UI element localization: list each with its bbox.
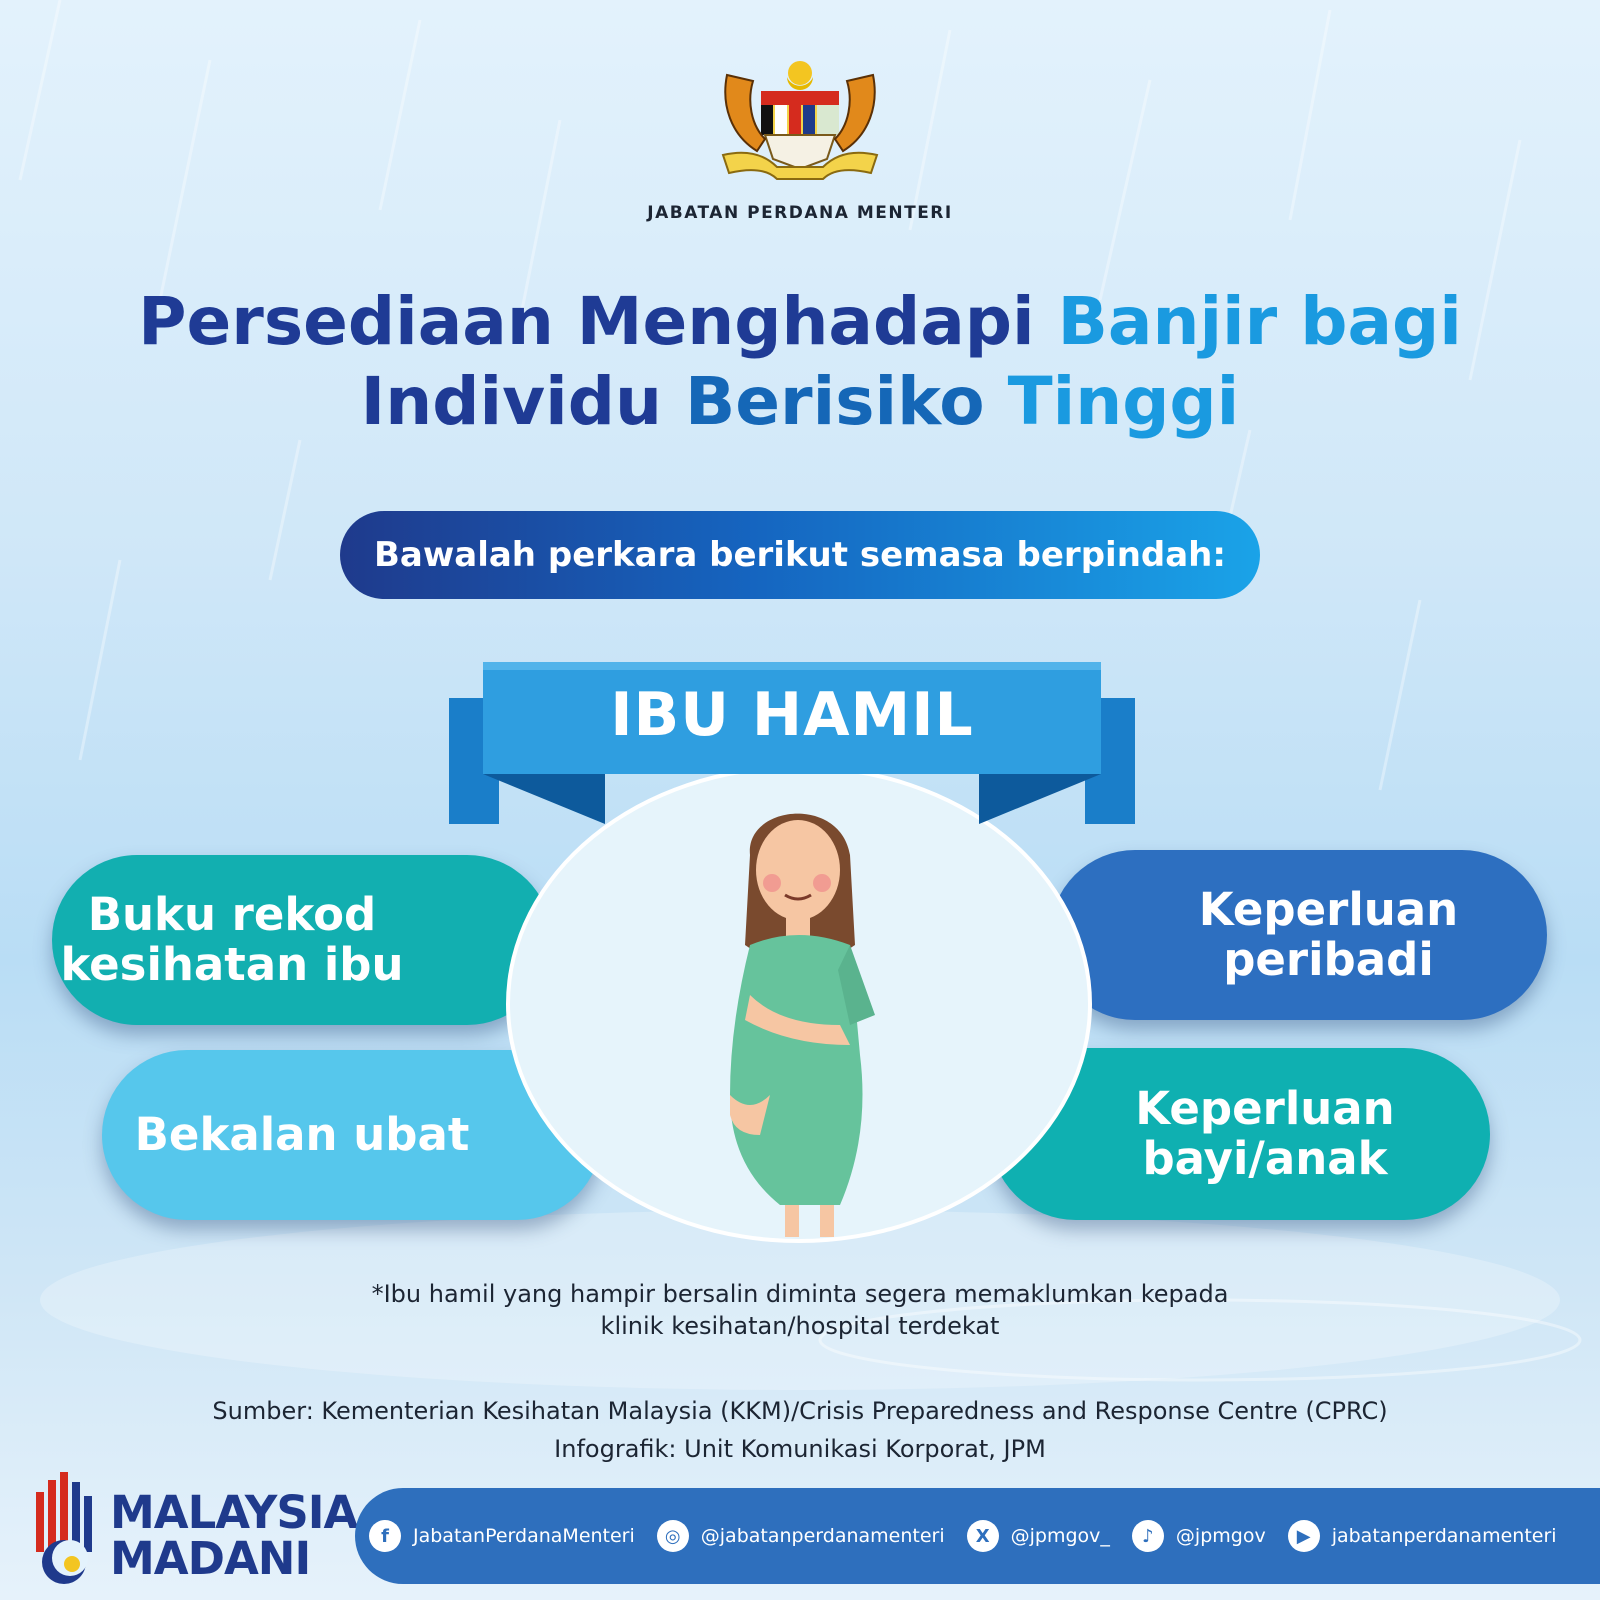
source-line1: Sumber: Kementerian Kesihatan Malaysia (KKM)/Crisis Preparedness and Response Centre (CPRC)	[212, 1397, 1388, 1425]
item-label-line1: Buku rekod	[87, 888, 377, 941]
subtitle-banner: Bawalah perkara berikut semasa berpindah:	[340, 511, 1260, 599]
youtube-icon: ▶	[1288, 1520, 1320, 1552]
social-facebook[interactable]	[369, 1520, 635, 1552]
title-part-5: Tinggi	[1007, 363, 1240, 440]
item-personal-needs	[1050, 850, 1547, 1020]
social-x[interactable]	[967, 1520, 1110, 1552]
social-handle: jabatanperdanamenteri	[1331, 1525, 1557, 1547]
brand-line1: MALAYSIA	[110, 1486, 358, 1539]
social-handle: @jabatanperdanamenteri	[700, 1525, 945, 1547]
brand-line2: MADANI	[110, 1532, 311, 1585]
pregnant-woman-illustration	[690, 795, 930, 1245]
x-icon: X	[967, 1520, 999, 1552]
social-handle: @jpmgov_	[1010, 1525, 1110, 1547]
facebook-icon: f	[369, 1520, 401, 1552]
item-label-line2: bayi/anak	[1142, 1132, 1388, 1185]
source-line2: Infografik: Unit Komunikasi Korporat, JPM	[554, 1435, 1046, 1463]
item-health-record	[52, 855, 552, 1025]
pregnancy-note	[0, 1278, 1600, 1342]
item-label-line1: Bekalan ubat	[134, 1108, 470, 1161]
title-part-1: Persediaan Menghadapi	[138, 283, 1035, 360]
social-tiktok[interactable]	[1132, 1520, 1266, 1552]
social-youtube[interactable]	[1288, 1520, 1557, 1552]
title-part-2: Banjir bagi	[1057, 283, 1462, 360]
tiktok-icon: ♪	[1132, 1520, 1164, 1552]
social-bar	[355, 1488, 1600, 1584]
item-label-line2: kesihatan ibu	[60, 938, 404, 991]
item-label-line1: Keperluan	[1135, 1082, 1395, 1135]
title-part-3: Individu	[360, 363, 662, 440]
malaysia-madani-logo-icon	[28, 1472, 100, 1587]
title-part-4: Berisiko	[684, 363, 985, 440]
social-handle: JabatanPerdanaMenteri	[413, 1525, 635, 1547]
note-line1: *Ibu hamil yang hampir bersalin diminta segera memaklumkan kepada	[371, 1280, 1229, 1308]
item-label-line2: peribadi	[1223, 933, 1434, 986]
page-title	[0, 282, 1600, 442]
agency-name: JABATAN PERDANA MENTERI	[647, 203, 953, 223]
source-credit	[0, 1392, 1600, 1468]
coat-of-arms-logo	[717, 55, 883, 185]
social-handle: @jpmgov	[1175, 1525, 1266, 1547]
social-instagram[interactable]	[657, 1520, 945, 1552]
instagram-icon: ◎	[657, 1520, 689, 1552]
item-label-line1: Keperluan	[1198, 883, 1459, 936]
malaysia-madani-wordmark	[110, 1486, 358, 1585]
note-line2: klinik kesihatan/hospital terdekat	[600, 1312, 1000, 1340]
ribbon-label: IBU HAMIL	[610, 680, 974, 750]
